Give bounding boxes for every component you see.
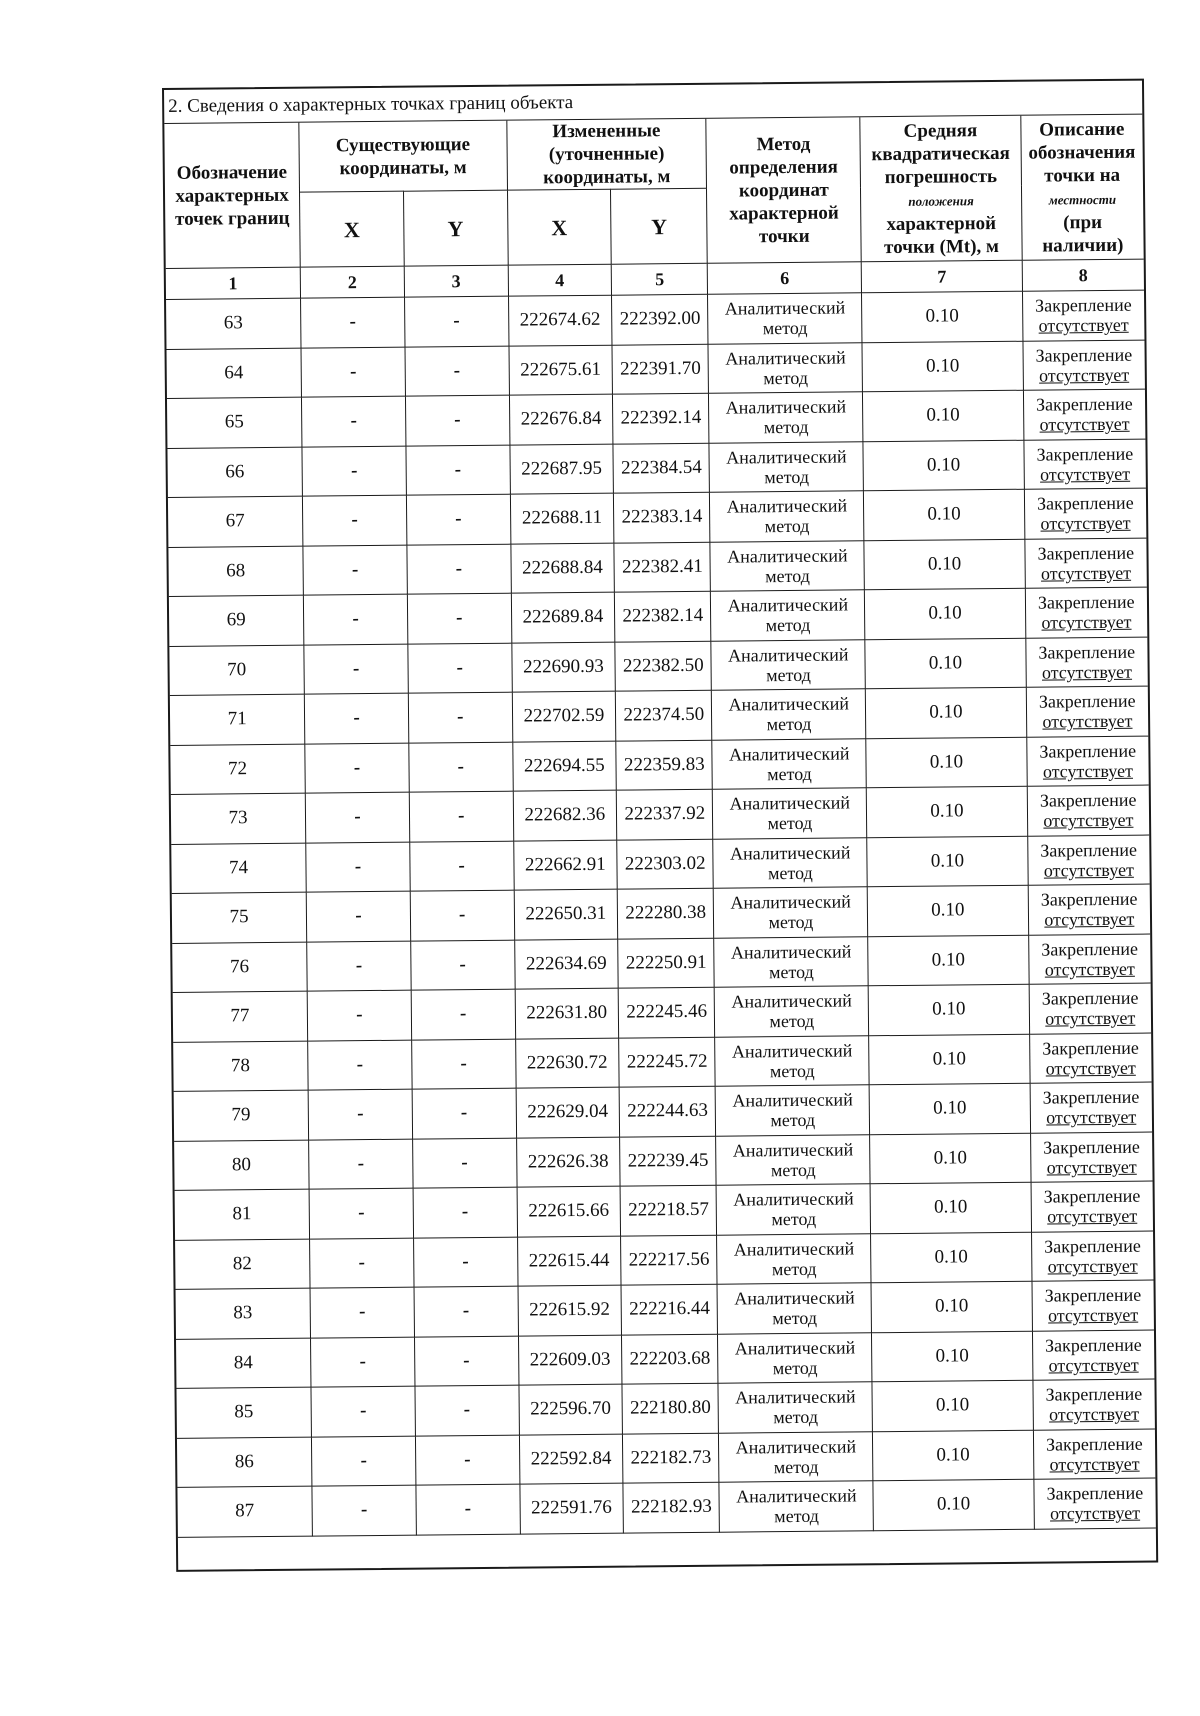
method-cell: Аналитический метод bbox=[708, 293, 862, 344]
description-cell: Закрепление отсутствует bbox=[1033, 1379, 1155, 1430]
existing-x-value: - bbox=[304, 693, 408, 743]
mean-error-value: 0.10 bbox=[862, 341, 1023, 392]
changed-x-value: 222609.03 bbox=[518, 1335, 622, 1385]
point-number: 63 bbox=[166, 298, 301, 349]
point-number: 79 bbox=[174, 1090, 309, 1141]
method-cell: Аналитический метод bbox=[713, 788, 867, 839]
column-number: 7 bbox=[861, 260, 1022, 293]
mean-error-value: 0.10 bbox=[870, 1182, 1031, 1233]
description-cell: Закрепление отсутствует bbox=[1030, 1132, 1152, 1183]
point-number: 84 bbox=[176, 1338, 311, 1389]
point-number: 68 bbox=[168, 546, 303, 597]
point-number: 82 bbox=[175, 1239, 310, 1290]
existing-y-value: - bbox=[415, 1385, 519, 1435]
column-number: 1 bbox=[166, 267, 301, 299]
existing-x-value: - bbox=[308, 1089, 412, 1139]
existing-x-value: - bbox=[302, 446, 406, 496]
existing-x-value: - bbox=[310, 1238, 414, 1288]
mean-error-value: 0.10 bbox=[869, 1034, 1030, 1085]
points-table bbox=[164, 115, 1156, 1570]
description-cell: Закрепление отсутствует bbox=[1025, 587, 1147, 638]
description-cell: Закрепление отсутствует bbox=[1032, 1330, 1154, 1381]
point-number: 85 bbox=[176, 1387, 311, 1438]
point-number: 78 bbox=[173, 1041, 308, 1092]
existing-x-value: - bbox=[306, 891, 410, 941]
description-cell: Закрепление отсутствует bbox=[1023, 340, 1145, 391]
method-cell: Аналитический метод bbox=[715, 986, 869, 1037]
existing-y-value: - bbox=[409, 791, 513, 841]
description-cell: Закрепление отсутствует bbox=[1022, 290, 1144, 341]
existing-x-value: - bbox=[307, 990, 411, 1040]
changed-x-value: 222596.70 bbox=[518, 1384, 622, 1434]
changed-x-value: 222630.72 bbox=[515, 1038, 619, 1088]
mean-error-value: 0.10 bbox=[865, 588, 1026, 639]
mean-error-value: 0.10 bbox=[873, 1430, 1034, 1481]
column-number: 5 bbox=[611, 263, 707, 295]
changed-x-value: 222687.95 bbox=[509, 444, 613, 494]
header-mean-error: Средняя квадратическая погрешность положения характерной точки (Mt), м bbox=[860, 116, 1022, 262]
existing-y-value: - bbox=[405, 346, 509, 396]
column-number: 3 bbox=[404, 265, 508, 297]
changed-y-value: 222217.56 bbox=[621, 1235, 718, 1285]
header-existing-coordinates: Существующие координаты, м bbox=[299, 121, 507, 192]
existing-x-value: - bbox=[312, 1436, 416, 1486]
point-number: 86 bbox=[177, 1437, 312, 1488]
changed-x-value: 222615.92 bbox=[518, 1285, 622, 1335]
mean-error-value: 0.10 bbox=[864, 539, 1025, 590]
existing-y-value: - bbox=[404, 296, 508, 346]
changed-x-value: 222615.66 bbox=[517, 1186, 621, 1236]
point-number: 74 bbox=[171, 843, 306, 894]
existing-y-value: - bbox=[413, 1187, 517, 1237]
changed-y-value: 222182.93 bbox=[623, 1482, 720, 1532]
point-number: 80 bbox=[174, 1140, 309, 1191]
existing-x-value: - bbox=[301, 297, 405, 347]
mean-error-value: 0.10 bbox=[872, 1380, 1033, 1431]
changed-x-value: 222676.84 bbox=[509, 394, 613, 444]
method-cell: Аналитический метод bbox=[711, 639, 865, 690]
method-cell: Аналитический метод bbox=[715, 1085, 869, 1136]
points-table-frame bbox=[162, 79, 1158, 1572]
mean-error-value: 0.10 bbox=[863, 440, 1024, 491]
header-changed-coordinates: Измененные (уточненные) координаты, м bbox=[506, 119, 707, 190]
description-cell: Закрепление отсутствует bbox=[1029, 983, 1151, 1034]
point-number: 83 bbox=[176, 1288, 311, 1339]
changed-y-value: 222391.70 bbox=[612, 344, 709, 394]
changed-y-value: 222280.38 bbox=[617, 888, 714, 938]
method-cell: Аналитический метод bbox=[714, 887, 868, 938]
point-number: 77 bbox=[173, 991, 308, 1042]
existing-y-value: - bbox=[408, 692, 512, 742]
description-cell: Закрепление отсутствует bbox=[1031, 1231, 1153, 1282]
changed-y-value: 222384.54 bbox=[613, 443, 710, 493]
existing-x-value: - bbox=[303, 545, 407, 595]
description-cell: Закрепление отсутствует bbox=[1029, 1033, 1151, 1084]
description-cell: Закрепление отсутствует bbox=[1024, 488, 1146, 539]
method-cell: Аналитический метод bbox=[712, 738, 866, 789]
changed-x-value: 222631.80 bbox=[515, 988, 619, 1038]
existing-y-value: - bbox=[410, 890, 514, 940]
method-cell: Аналитический метод bbox=[714, 936, 868, 987]
mean-error-value: 0.10 bbox=[867, 885, 1028, 936]
description-cell: Закрепление отсутствует bbox=[1026, 686, 1148, 737]
changed-y-value: 222245.46 bbox=[618, 987, 715, 1037]
changed-y-value: 222392.14 bbox=[613, 393, 710, 443]
changed-y-value: 222218.57 bbox=[620, 1185, 717, 1235]
mean-error-value: 0.10 bbox=[866, 687, 1027, 738]
existing-x-value: - bbox=[304, 644, 408, 694]
header-changed-x: X bbox=[507, 189, 611, 265]
mean-error-value: 0.10 bbox=[869, 1083, 1030, 1134]
method-cell: Аналитический метод bbox=[709, 441, 863, 492]
mean-error-value: 0.10 bbox=[870, 1133, 1031, 1184]
changed-x-value: 222675.61 bbox=[509, 345, 613, 395]
description-cell: Закрепление отсутствует bbox=[1024, 538, 1146, 589]
description-cell: Закрепление отсутствует bbox=[1028, 884, 1150, 935]
existing-x-value: - bbox=[304, 594, 408, 644]
existing-x-value: - bbox=[305, 792, 409, 842]
existing-y-value: - bbox=[414, 1336, 518, 1386]
changed-y-value: 222383.14 bbox=[614, 492, 711, 542]
description-cell: Закрепление отсутствует bbox=[1027, 835, 1149, 886]
changed-y-value: 222382.50 bbox=[615, 641, 712, 691]
changed-x-value: 222702.59 bbox=[512, 691, 616, 741]
changed-x-value: 222592.84 bbox=[519, 1434, 623, 1484]
existing-x-value: - bbox=[309, 1139, 413, 1189]
section-title: 2. Сведения о характерных точках границ объекта bbox=[164, 81, 1142, 124]
description-cell: Закрепление отсутствует bbox=[1034, 1478, 1156, 1529]
existing-x-value: - bbox=[308, 1040, 412, 1090]
changed-x-value: 222682.36 bbox=[513, 790, 617, 840]
existing-y-value: - bbox=[414, 1286, 518, 1336]
description-cell: Закрепление отсутствует bbox=[1025, 637, 1147, 688]
description-cell: Закрепление отсутствует bbox=[1028, 934, 1150, 985]
existing-y-value: - bbox=[407, 544, 511, 594]
changed-y-value: 222239.45 bbox=[620, 1136, 717, 1186]
existing-y-value: - bbox=[413, 1237, 517, 1287]
method-cell: Аналитический метод bbox=[718, 1382, 872, 1433]
mean-error-value: 0.10 bbox=[868, 984, 1029, 1035]
changed-x-value: 222688.84 bbox=[510, 543, 614, 593]
column-number: 2 bbox=[300, 266, 404, 298]
method-cell: Аналитический метод bbox=[717, 1283, 871, 1334]
existing-x-value: - bbox=[302, 396, 406, 446]
point-number: 67 bbox=[168, 496, 303, 547]
changed-x-value: 222591.76 bbox=[519, 1483, 623, 1533]
mean-error-value: 0.10 bbox=[871, 1281, 1032, 1332]
existing-y-value: - bbox=[415, 1435, 519, 1485]
method-cell: Аналитический метод bbox=[719, 1431, 873, 1482]
existing-x-value: - bbox=[311, 1337, 415, 1387]
changed-y-value: 222374.50 bbox=[615, 690, 712, 740]
existing-x-value: - bbox=[307, 941, 411, 991]
mean-error-value: 0.10 bbox=[866, 737, 1027, 788]
point-number: 69 bbox=[169, 595, 304, 646]
changed-x-value: 222689.84 bbox=[511, 592, 615, 642]
mean-error-value: 0.10 bbox=[867, 836, 1028, 887]
existing-y-value: - bbox=[406, 445, 510, 495]
existing-y-value: - bbox=[411, 1039, 515, 1089]
mean-error-value: 0.10 bbox=[862, 291, 1023, 342]
mean-error-value: 0.10 bbox=[867, 786, 1028, 837]
header-existing-x: X bbox=[300, 191, 404, 267]
existing-x-value: - bbox=[305, 743, 409, 793]
changed-y-value: 222216.44 bbox=[621, 1284, 718, 1334]
changed-y-value: 222244.63 bbox=[619, 1086, 716, 1136]
existing-x-value: - bbox=[312, 1485, 416, 1535]
description-cell: Закрепление отсутствует bbox=[1030, 1082, 1152, 1133]
point-number: 87 bbox=[177, 1486, 312, 1537]
existing-x-value: - bbox=[306, 842, 410, 892]
changed-x-value: 222626.38 bbox=[516, 1137, 620, 1187]
method-cell: Аналитический метод bbox=[711, 590, 865, 641]
changed-y-value: 222382.41 bbox=[614, 542, 711, 592]
column-number: 4 bbox=[508, 264, 612, 296]
point-number: 72 bbox=[170, 744, 305, 795]
changed-y-value: 222180.80 bbox=[622, 1383, 719, 1433]
description-cell: Закрепление отсутствует bbox=[1023, 389, 1145, 440]
point-number: 65 bbox=[167, 397, 302, 448]
mean-error-value: 0.10 bbox=[873, 1479, 1034, 1530]
changed-x-value: 222615.44 bbox=[517, 1236, 621, 1286]
mean-error-value: 0.10 bbox=[864, 489, 1025, 540]
description-cell: Закрепление отсутствует bbox=[1032, 1280, 1154, 1331]
changed-x-value: 222629.04 bbox=[516, 1087, 620, 1137]
point-number: 75 bbox=[172, 892, 307, 943]
description-cell: Закрепление отсутствует bbox=[1033, 1429, 1155, 1480]
existing-x-value: - bbox=[311, 1386, 415, 1436]
changed-x-value: 222688.11 bbox=[510, 493, 614, 543]
mean-error-value: 0.10 bbox=[872, 1331, 1033, 1382]
method-cell: Аналитический метод bbox=[716, 1134, 870, 1185]
point-number: 76 bbox=[172, 942, 307, 993]
description-cell: Закрепление отсутствует bbox=[1024, 439, 1146, 490]
description-cell: Закрепление отсутствует bbox=[1031, 1181, 1153, 1232]
header-changed-y: Y bbox=[611, 188, 708, 264]
changed-y-value: 222245.72 bbox=[619, 1037, 716, 1087]
method-cell: Аналитический метод bbox=[717, 1233, 871, 1284]
changed-x-value: 222690.93 bbox=[511, 642, 615, 692]
changed-y-value: 222337.92 bbox=[616, 789, 713, 839]
description-cell: Закрепление отсутствует bbox=[1027, 785, 1149, 836]
existing-y-value: - bbox=[412, 1088, 516, 1138]
method-cell: Аналитический метод bbox=[716, 1184, 870, 1235]
existing-y-value: - bbox=[408, 643, 512, 693]
point-number: 81 bbox=[175, 1189, 310, 1240]
changed-x-value: 222634.69 bbox=[514, 939, 618, 989]
header-method: Метод определения координат характерной точки bbox=[706, 117, 861, 263]
method-cell: Аналитический метод bbox=[713, 837, 867, 888]
point-number: 70 bbox=[169, 645, 304, 696]
changed-y-value: 222182.73 bbox=[623, 1433, 720, 1483]
existing-y-value: - bbox=[410, 841, 514, 891]
existing-x-value: - bbox=[303, 495, 407, 545]
changed-y-value: 222382.14 bbox=[615, 591, 712, 641]
existing-y-value: - bbox=[411, 989, 515, 1039]
changed-y-value: 222203.68 bbox=[622, 1334, 719, 1384]
header-description: Описание обозначения точки на местности (при наличии) bbox=[1020, 115, 1143, 261]
changed-y-value: 222303.02 bbox=[617, 839, 714, 889]
changed-y-value: 222392.00 bbox=[612, 294, 709, 344]
method-cell: Аналитический метод bbox=[718, 1332, 872, 1383]
method-cell: Аналитический метод bbox=[712, 689, 866, 740]
point-number: 66 bbox=[167, 447, 302, 498]
point-number: 73 bbox=[171, 793, 306, 844]
description-cell: Закрепление отсутствует bbox=[1026, 736, 1148, 787]
existing-y-value: - bbox=[405, 395, 509, 445]
header-existing-y: Y bbox=[403, 190, 507, 266]
changed-x-value: 222650.31 bbox=[514, 889, 618, 939]
existing-y-value: - bbox=[412, 1138, 516, 1188]
changed-y-value: 222359.83 bbox=[616, 740, 713, 790]
existing-x-value: - bbox=[309, 1188, 413, 1238]
changed-y-value: 222250.91 bbox=[618, 938, 715, 988]
column-number: 6 bbox=[708, 262, 862, 294]
mean-error-value: 0.10 bbox=[868, 935, 1029, 986]
mean-error-value: 0.10 bbox=[865, 638, 1026, 689]
points-table-body bbox=[166, 290, 1156, 1569]
changed-x-value: 222674.62 bbox=[508, 295, 612, 345]
existing-y-value: - bbox=[411, 940, 515, 990]
mean-error-value: 0.10 bbox=[871, 1232, 1032, 1283]
existing-x-value: - bbox=[301, 347, 405, 397]
changed-x-value: 222694.55 bbox=[512, 741, 616, 791]
changed-x-value: 222662.91 bbox=[513, 840, 617, 890]
method-cell: Аналитический метод bbox=[715, 1035, 869, 1086]
mean-error-value: 0.10 bbox=[863, 390, 1024, 441]
header-point-designation: Обозначение характерных точек границ bbox=[164, 123, 300, 269]
column-number: 8 bbox=[1022, 259, 1144, 291]
method-cell: Аналитический метод bbox=[710, 491, 864, 542]
point-number: 71 bbox=[170, 694, 305, 745]
method-cell: Аналитический метод bbox=[719, 1481, 873, 1532]
existing-y-value: - bbox=[407, 593, 511, 643]
existing-y-value: - bbox=[406, 494, 510, 544]
method-cell: Аналитический метод bbox=[708, 342, 862, 393]
method-cell: Аналитический метод bbox=[710, 540, 864, 591]
existing-y-value: - bbox=[409, 742, 513, 792]
method-cell: Аналитический метод bbox=[709, 392, 863, 443]
existing-x-value: - bbox=[310, 1287, 414, 1337]
point-number: 64 bbox=[167, 348, 302, 399]
existing-y-value: - bbox=[416, 1484, 520, 1534]
